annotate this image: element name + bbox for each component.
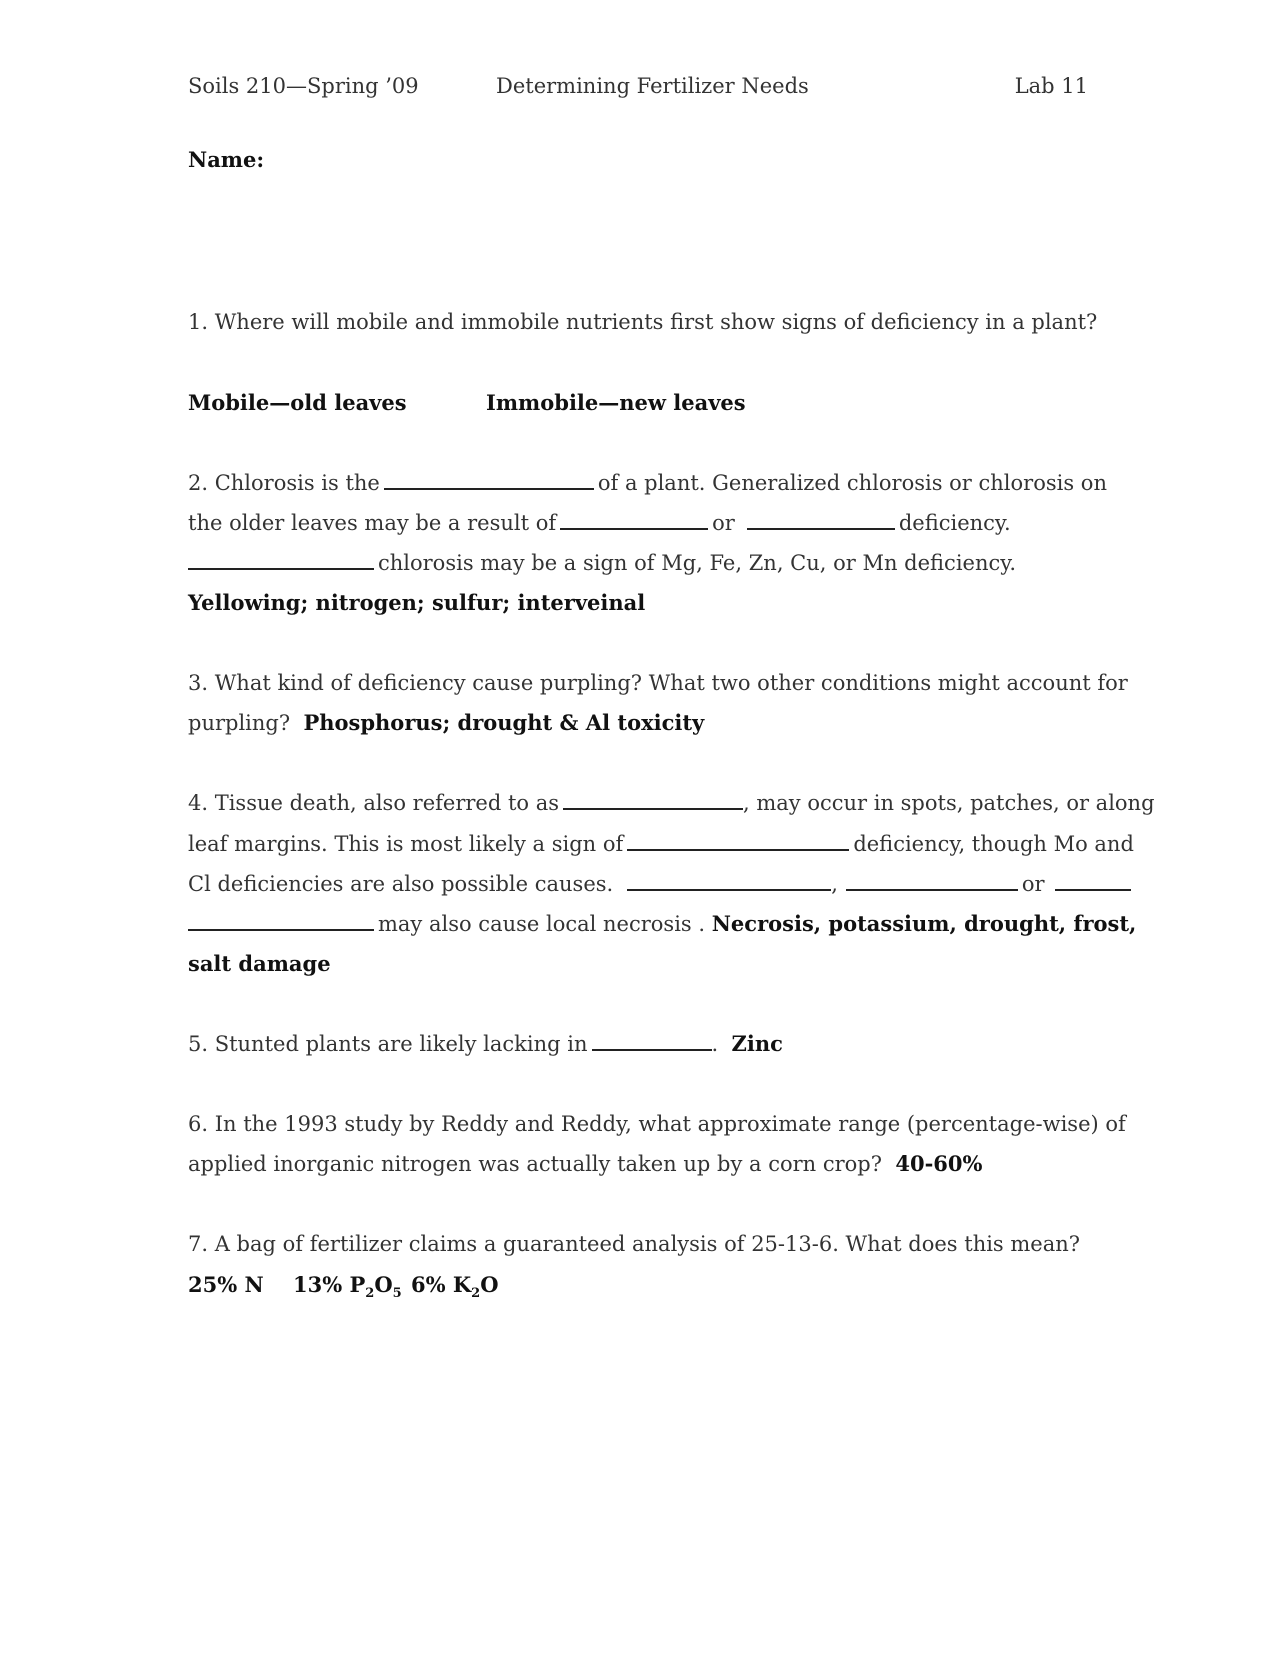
question-4-text-g: or bbox=[1021, 872, 1045, 896]
question-2-line-3 bbox=[188, 548, 1016, 578]
p-text: 13% P bbox=[293, 1272, 366, 1297]
question-7: 7. A bag of fertilizer claims a guaranteed analysis of 25-13-6. What does this mean? bbox=[188, 1232, 1081, 1256]
question-4-line-1 bbox=[188, 788, 1155, 818]
answer-4-a: Necrosis, potassium, drought, frost, bbox=[711, 911, 1137, 936]
course-label: Soils 210—Spring ’09 bbox=[188, 74, 419, 98]
question-2-text-f: chlorosis may be a sign of Mg, Fe, Zn, Cu, or Mn deficiency. bbox=[378, 551, 1016, 575]
blank-line bbox=[627, 829, 849, 851]
question-5-text-a: 5. Stunted plants are likely lacking in bbox=[188, 1032, 588, 1056]
question-4-line-4 bbox=[188, 909, 1136, 939]
question-4-text-e: Cl deficiencies are also possible causes. bbox=[188, 872, 614, 896]
question-4-line-3 bbox=[188, 869, 1135, 899]
lab-number: Lab 11 bbox=[1014, 74, 1088, 98]
question-2-text-a: 2. Chlorosis is the bbox=[188, 471, 380, 495]
answer-1-immobile: Immobile—new leaves bbox=[486, 390, 746, 415]
blank-line bbox=[384, 468, 594, 490]
answer-1 bbox=[188, 388, 746, 418]
name-label: Name: bbox=[188, 147, 265, 172]
question-3-line-1: 3. What kind of deficiency cause purpling? What two other conditions might account for bbox=[188, 671, 1128, 695]
question-2-line-2 bbox=[188, 508, 1011, 538]
answer-7-phosphorus bbox=[293, 1270, 402, 1300]
answer-7 bbox=[188, 1270, 499, 1301]
question-2-line-1 bbox=[188, 468, 1107, 498]
answer-3: Phosphorus; drought & Al toxicity bbox=[303, 710, 705, 735]
answer-7-nitrogen: 25% N bbox=[188, 1272, 264, 1297]
o-text: O bbox=[374, 1272, 393, 1297]
question-4-text-c: leaf margins. This is most likely a sign of bbox=[188, 832, 624, 856]
answer-2: Yellowing; nitrogen; sulfur; interveinal bbox=[188, 590, 646, 615]
worksheet-title: Determining Fertilizer Needs bbox=[496, 74, 809, 98]
blank-line bbox=[1055, 869, 1131, 891]
question-4-line-2 bbox=[188, 829, 1134, 859]
answer-7-potassium bbox=[411, 1270, 498, 1300]
blank-line bbox=[188, 909, 374, 931]
blank-line bbox=[563, 788, 743, 810]
question-4-text-f: , bbox=[831, 872, 838, 896]
page-header bbox=[188, 74, 1088, 104]
question-4-text-h: may also cause local necrosis . bbox=[378, 912, 706, 936]
question-1: 1. Where will mobile and immobile nutrients first show signs of deficiency in a plant? bbox=[188, 310, 1098, 334]
question-5 bbox=[188, 1029, 783, 1059]
blank-line bbox=[846, 869, 1018, 891]
question-4-text-a: 4. Tissue death, also referred to as bbox=[188, 791, 559, 815]
o-subscript: 5 bbox=[392, 1286, 402, 1301]
answer-6: 40-60% bbox=[895, 1151, 983, 1176]
blank-line bbox=[560, 508, 708, 530]
question-2-text-b: of a plant. Generalized chlorosis or chlorosis on bbox=[597, 471, 1107, 495]
p-subscript: 2 bbox=[365, 1286, 375, 1301]
question-2-text-d: or bbox=[712, 511, 735, 535]
question-3-text: purpling? bbox=[188, 711, 291, 735]
question-6-line-1: 6. In the 1993 study by Reddy and Reddy, what approximate range (percentage-wise) of bbox=[188, 1112, 1126, 1136]
question-2-text-e: deficiency. bbox=[898, 511, 1011, 535]
k-text: 6% K bbox=[411, 1272, 472, 1297]
question-4-text-d: deficiency, though Mo and bbox=[853, 832, 1134, 856]
question-2-text-c: the older leaves may be a result of bbox=[188, 511, 557, 535]
blank-line bbox=[188, 548, 374, 570]
question-6-text: applied inorganic nitrogen was actually taken up by a corn crop? bbox=[188, 1152, 882, 1176]
question-6-line-2 bbox=[188, 1149, 982, 1179]
answer-5: Zinc bbox=[731, 1031, 783, 1056]
blank-line bbox=[592, 1029, 712, 1051]
question-4-text-b: , may occur in spots, patches, or along bbox=[743, 791, 1155, 815]
question-5-text-b: . bbox=[711, 1032, 719, 1056]
blank-line bbox=[747, 508, 895, 530]
answer-4-b: salt damage bbox=[188, 951, 331, 976]
blank-line bbox=[627, 869, 831, 891]
k-subscript: 2 bbox=[471, 1286, 481, 1301]
k-o-text: O bbox=[480, 1272, 499, 1297]
answer-1-mobile: Mobile—old leaves bbox=[188, 390, 407, 415]
question-3-line-2 bbox=[188, 708, 704, 738]
